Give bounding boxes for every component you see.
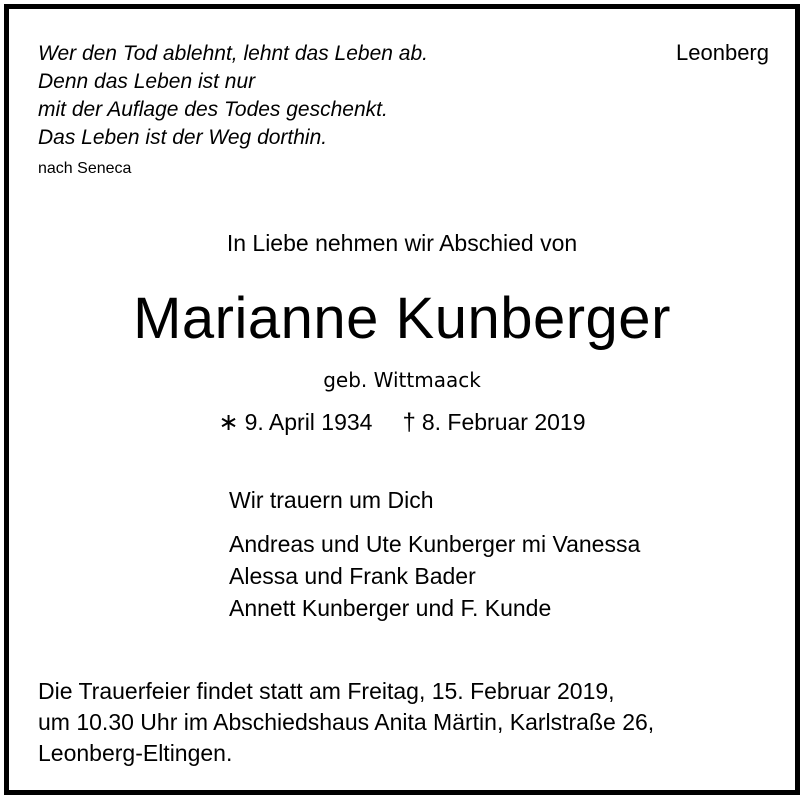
quote-attribution: nach Seneca bbox=[38, 160, 132, 177]
quote-line: Wer den Tod ablehnt, lehnt das Leben ab. bbox=[38, 42, 428, 65]
deceased-name: Marianne Kunberger bbox=[133, 286, 671, 351]
quote-line: mit der Auflage des Todes geschenkt. bbox=[38, 98, 388, 121]
birth-date: 9. April 1934 bbox=[244, 409, 373, 435]
mourning-heading: Wir trauern um Dich bbox=[229, 487, 434, 513]
life-dates bbox=[9, 408, 795, 437]
funeral-info-line: Die Trauerfeier findet statt am Freitag, 15. Februar 2019, bbox=[38, 678, 615, 704]
intro-text: In Liebe nehmen wir Abschied von bbox=[226, 230, 578, 256]
place-name: Leonberg bbox=[676, 40, 769, 65]
funeral-info-line: um 10.30 Uhr im Abschiedshaus Anita Märtin, Karlstraße 26, bbox=[38, 709, 655, 735]
family-member: Annett Kunberger und F. Kunde bbox=[229, 595, 552, 621]
maiden-name: geb. Wittmaack bbox=[323, 368, 481, 392]
family-member: Andreas und Ute Kunberger mi Vanessa bbox=[229, 531, 641, 557]
death-date: 8. Februar 2019 bbox=[421, 409, 586, 435]
family-member: Alessa und Frank Bader bbox=[229, 563, 476, 589]
quote-line: Das Leben ist der Weg dorthin. bbox=[38, 126, 328, 149]
birth-star-icon: ∗ bbox=[218, 409, 239, 436]
death-cross-icon: † bbox=[402, 408, 416, 436]
obituary-notice bbox=[4, 4, 800, 795]
quote-line: Denn das Leben ist nur bbox=[38, 70, 256, 93]
funeral-info-line: Leonberg-Eltingen. bbox=[38, 740, 233, 766]
